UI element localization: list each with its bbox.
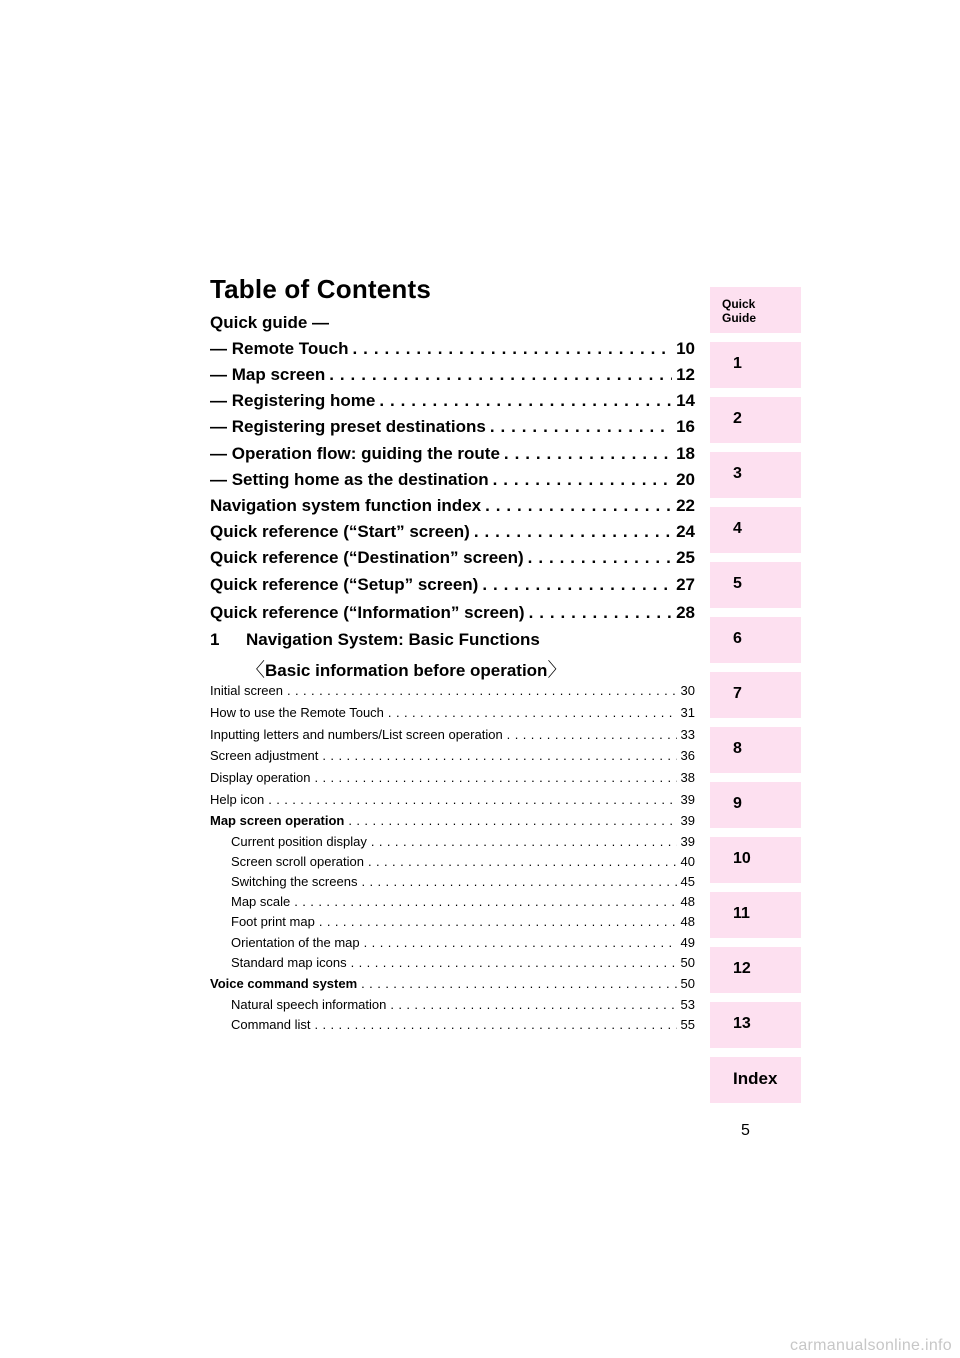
- right-angle-bracket: 〉: [547, 660, 567, 681]
- toc-entry-quick-ref-information[interactable]: [210, 603, 695, 623]
- toc-page-number: 14: [676, 391, 695, 410]
- tab-label: 4: [733, 520, 742, 537]
- toc-item-help-icon[interactable]: [210, 792, 695, 807]
- toc-page-number: 27: [676, 575, 695, 594]
- toc-page-number: 39: [680, 813, 695, 828]
- toc-entry-label: Quick reference (“Information” screen): [210, 603, 525, 622]
- tab-chapter-5[interactable]: [710, 562, 801, 608]
- dot-leader: [348, 813, 676, 828]
- toc-entry-registering-preset-destinations[interactable]: [210, 417, 695, 437]
- toc-page-number: 40: [680, 854, 695, 869]
- toc-entry-operation-flow[interactable]: [210, 444, 695, 464]
- dot-leader: [351, 955, 677, 970]
- toc-page-number: 36: [680, 748, 695, 763]
- toc-entry-setting-home-destination[interactable]: [210, 470, 695, 490]
- tab-label: Quick Guide: [722, 297, 757, 325]
- dot-leader: [368, 854, 677, 869]
- toc-entry-quick-ref-start[interactable]: [210, 522, 695, 542]
- watermark: carmanualsonline.info: [790, 1337, 952, 1354]
- left-angle-bracket: 〈: [246, 660, 266, 681]
- tab-label: 1: [733, 355, 742, 372]
- toc-item-orientation-of-map[interactable]: [231, 935, 695, 950]
- dot-leader: [507, 727, 677, 742]
- quick-guide-heading: Quick guide —: [210, 313, 330, 332]
- toc-page-number: 39: [680, 792, 695, 807]
- toc-item-remote-touch[interactable]: [210, 705, 695, 720]
- dot-leader: [485, 496, 672, 516]
- toc-page-number: 49: [680, 935, 695, 950]
- tab-label: 5: [733, 575, 742, 592]
- dot-leader: [268, 792, 676, 807]
- toc-entry-quick-ref-destination[interactable]: [210, 548, 695, 568]
- toc-page-number: 31: [680, 705, 695, 720]
- toc-item-initial-screen[interactable]: [210, 683, 695, 698]
- toc-item-label: Current position display: [231, 834, 367, 849]
- tab-label: 11: [733, 905, 750, 922]
- dot-leader: [361, 874, 676, 889]
- tab-label: Index: [733, 1069, 778, 1088]
- dot-leader: [314, 770, 676, 785]
- dot-leader: [379, 391, 672, 411]
- toc-item-label: Map scale: [231, 894, 291, 909]
- toc-item-map-scale[interactable]: [231, 894, 695, 909]
- toc-entry-label: — Remote Touch: [210, 339, 349, 358]
- dot-leader: [529, 603, 672, 623]
- toc-item-label: Inputting letters and numbers/List screen operation: [210, 727, 503, 742]
- toc-item-label: Display operation: [210, 770, 311, 785]
- tab-chapter-6[interactable]: [710, 617, 801, 663]
- dot-leader: [474, 522, 672, 542]
- toc-page-number: 30: [680, 683, 695, 698]
- dot-leader: [390, 997, 676, 1012]
- toc-item-label: Screen adjustment: [210, 748, 319, 763]
- dot-leader: [528, 548, 672, 568]
- toc-item-foot-print-map[interactable]: [231, 914, 695, 929]
- tab-chapter-4[interactable]: [710, 507, 801, 553]
- tab-chapter-11[interactable]: [710, 892, 801, 938]
- toc-page-number: 48: [680, 914, 695, 929]
- tab-label: 13: [733, 1015, 751, 1032]
- dot-leader: [329, 365, 672, 385]
- toc-page-number: 24: [676, 522, 695, 541]
- dot-leader: [314, 1017, 676, 1032]
- toc-item-natural-speech-information[interactable]: [231, 997, 695, 1012]
- toc-page-number: 55: [680, 1017, 695, 1032]
- toc-page-number: 18: [676, 444, 695, 463]
- toc-item-screen-scroll-operation[interactable]: [231, 854, 695, 869]
- dot-leader: [371, 834, 677, 849]
- dot-leader: [504, 444, 672, 464]
- dot-leader: [353, 339, 673, 359]
- tab-label: 6: [733, 630, 742, 647]
- toc-entry-map-screen[interactable]: [210, 365, 695, 385]
- toc-page-number: 25: [676, 548, 695, 567]
- dot-leader: [294, 894, 676, 909]
- tab-index[interactable]: [710, 1057, 801, 1103]
- tab-label: 10: [733, 850, 751, 867]
- tab-label: 7: [733, 685, 742, 702]
- dot-leader: [364, 935, 677, 950]
- toc-item-label: Orientation of the map: [231, 935, 360, 950]
- tab-label: 12: [733, 960, 751, 977]
- toc-entry-label: Quick reference (“Start” screen): [210, 522, 470, 541]
- toc-page-number: 22: [676, 496, 695, 515]
- tab-label: 9: [733, 795, 742, 812]
- tab-quick-guide[interactable]: [710, 287, 801, 333]
- dot-leader: [361, 976, 676, 991]
- toc-item-screen-adjustment[interactable]: [210, 748, 695, 763]
- tab-label: 2: [733, 410, 742, 427]
- toc-item-label: Command list: [231, 1017, 311, 1032]
- toc-page-number: 10: [676, 339, 695, 358]
- toc-item-label: How to use the Remote Touch: [210, 705, 384, 720]
- toc-item-display-operation[interactable]: [210, 770, 695, 785]
- toc-item-command-list[interactable]: [231, 1017, 695, 1032]
- tab-chapter-2[interactable]: [710, 397, 801, 443]
- tab-label: 3: [733, 465, 742, 482]
- toc-item-label: Screen scroll operation: [231, 854, 364, 869]
- dot-leader: [388, 705, 677, 720]
- toc-item-map-screen-operation[interactable]: [210, 813, 695, 828]
- toc-entry-label: Quick reference (“Setup” screen): [210, 575, 479, 594]
- toc-item-label: Initial screen: [210, 683, 283, 698]
- toc-page-number: 45: [680, 874, 695, 889]
- toc-entry-label: — Map screen: [210, 365, 326, 384]
- toc-item-standard-map-icons[interactable]: [231, 955, 695, 970]
- toc-item-label: Switching the screens: [231, 874, 358, 889]
- dot-leader: [287, 683, 677, 698]
- toc-page-number: 33: [680, 727, 695, 742]
- dot-leader: [493, 470, 672, 490]
- toc-entry-label: Navigation system function index: [210, 496, 482, 515]
- toc-entry-label: — Operation flow: guiding the route: [210, 444, 500, 463]
- toc-entry-remote-touch[interactable]: [210, 339, 695, 359]
- toc-item-label: Natural speech information: [231, 997, 387, 1012]
- tab-chapter-12[interactable]: [710, 947, 801, 993]
- toc-entry-label: — Registering home: [210, 391, 376, 410]
- toc-page-number: 20: [676, 470, 695, 489]
- toc-item-label: Map screen operation: [210, 813, 345, 828]
- toc-page-number: 12: [676, 365, 695, 384]
- dot-leader: [490, 417, 672, 437]
- toc-page-number: 50: [680, 976, 695, 991]
- tab-chapter-9[interactable]: [710, 782, 801, 828]
- toc-item-switching-screens[interactable]: [231, 874, 695, 889]
- tab-label: 8: [733, 740, 742, 757]
- toc-item-label: Foot print map: [231, 914, 315, 929]
- toc-page-number: 48: [680, 894, 695, 909]
- toc-entry-registering-home[interactable]: [210, 391, 695, 411]
- toc-entry-function-index[interactable]: [210, 496, 695, 516]
- tab-chapter-3[interactable]: [710, 452, 801, 498]
- dot-leader: [482, 575, 672, 595]
- toc-page-number: 50: [680, 955, 695, 970]
- chapter-subtitle: [246, 655, 566, 682]
- toc-page-number: 38: [680, 770, 695, 785]
- chapter-number: 1: [210, 630, 220, 649]
- toc-item-label: Help icon: [210, 792, 265, 807]
- toc-entry-quick-ref-setup[interactable]: [210, 575, 695, 595]
- page-title: Table of Contents: [210, 274, 432, 304]
- toc-item-label: Voice command system: [210, 976, 358, 991]
- toc-page-number: 28: [676, 603, 695, 622]
- toc-page-number: 39: [680, 834, 695, 849]
- toc-item-current-position-display[interactable]: [231, 834, 695, 849]
- tab-chapter-13[interactable]: [710, 1002, 801, 1048]
- chapter-subtitle-text: Basic information before operation: [265, 661, 548, 680]
- tab-chapter-1[interactable]: [710, 342, 801, 388]
- toc-page-number: 16: [676, 417, 695, 436]
- tab-chapter-8[interactable]: [710, 727, 801, 773]
- toc-item-voice-command-system[interactable]: [210, 976, 695, 991]
- toc-page-number: 53: [680, 997, 695, 1012]
- dot-leader: [322, 748, 676, 763]
- toc-item-inputting-letters[interactable]: [210, 727, 695, 742]
- toc-entry-label: — Registering preset destinations: [210, 417, 486, 436]
- tab-chapter-10[interactable]: [710, 837, 801, 883]
- dot-leader: [319, 914, 677, 929]
- tab-chapter-7[interactable]: [710, 672, 801, 718]
- chapter-title: Navigation System: Basic Functions: [246, 630, 540, 649]
- page-number: 5: [741, 1122, 750, 1139]
- toc-entry-label: — Setting home as the destination: [210, 470, 489, 489]
- toc-entry-label: Quick reference (“Destination” screen): [210, 548, 524, 567]
- toc-item-label: Standard map icons: [231, 955, 347, 970]
